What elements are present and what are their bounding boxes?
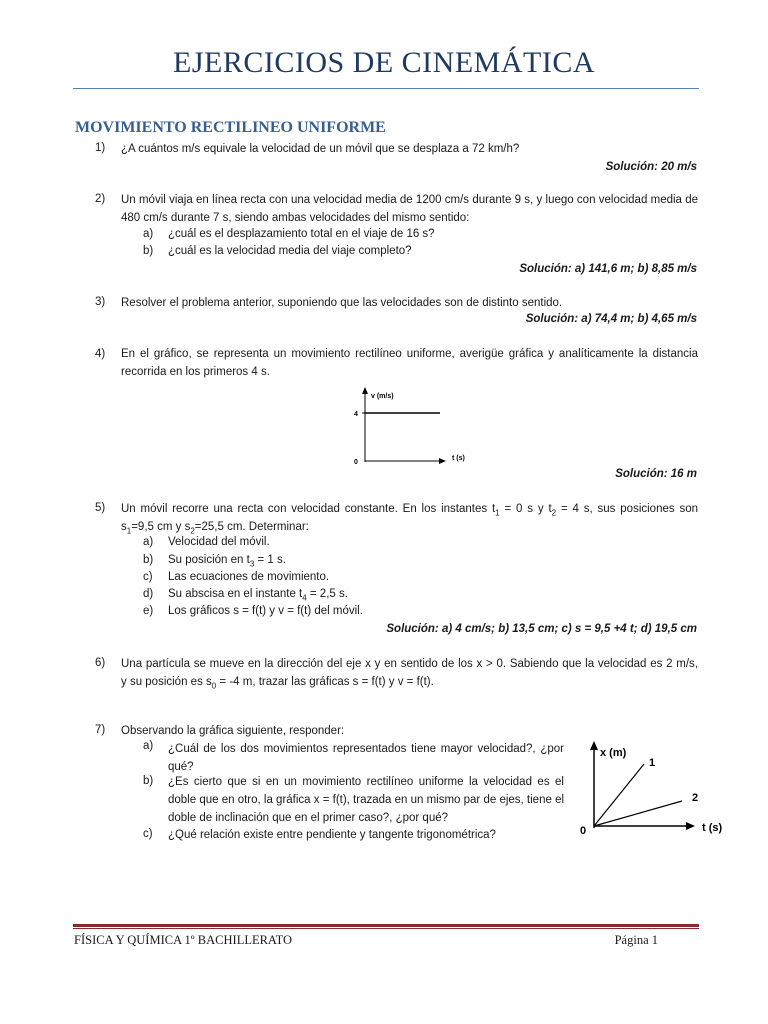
q7-a-label: a) [143,740,154,752]
footer-rule-thin [73,928,699,929]
q5-solution: Solución: a) 4 cm/s; b) 13,5 cm; c) s = 9,5 +4 t; d) 19,5 cm [386,623,697,635]
q3-solution: Solución: a) 74,4 m; b) 4,65 m/s [525,313,697,325]
q5-b-pre: Su posición en t [168,554,250,566]
q7-line2-label: 2 [692,792,699,804]
q7-ylabel: x (m) [600,747,627,759]
q7-number: 7) [95,724,106,736]
q5-a-label: a) [143,536,154,548]
q5-d-text [168,588,348,602]
q6-s0-sub: 0 [211,681,217,691]
q7-c-text: ¿Qué relación existe entre pendiente y tangente trigonométrica? [168,829,496,841]
q7-x-arrow [686,822,695,830]
q4-x-arrow [439,458,446,464]
q4-text: En el gráfico, se representa un movimiento rectilíneo uniforme, averigüe gráfica y analíticamente la distancia recorrida en los primeros 4 s. [121,348,698,378]
q1-number: 1) [95,142,106,154]
q5-t2-sub: 2 [551,508,557,518]
q5-s1-sub: 1 [126,526,132,536]
q1-solution: Solución: 20 m/s [605,161,697,173]
q6-line2-b: = -4 m, trazar las gráficas s = f(t) y v = f(t). [216,676,434,688]
title-underline [73,88,699,89]
q5-b-post: = 1 s. [254,554,286,566]
q2-a-text: ¿cuál es el desplazamiento total en el viaje de 16 s? [168,228,435,240]
q5-d-post: = 2,5 s. [306,588,348,600]
q7-line-2 [594,801,682,826]
q6-line2 [121,673,698,695]
footer-rule-thick [73,924,699,927]
q5-line2-a: s [121,521,127,533]
q5-line1-a: Un móvil recorre una recta con velocidad constante. En los instantes t [121,503,496,515]
q2-text: Un móvil viaja en línea recta con una velocidad media de 1200 cm/s durante 9 s, y luego con velocidad media de 480 cm/s durante 7 s, siendo ambas velocidades del mismo sentido: [121,194,698,224]
q6-number: 6) [95,657,106,669]
q2-solution: Solución: a) 141,6 m; b) 8,85 m/s [519,263,697,275]
q4-origin-label: 0 [354,459,358,466]
q7-origin-label: 0 [580,825,587,837]
q7-position-graph [570,738,730,844]
q5-e-text: Los gráficos s = f(t) y v = f(t) del móvil. [168,605,363,617]
q5-line1-c: = 4 s, sus posiciones son [556,503,698,515]
q5-line1-b: = 0 s y t [499,503,552,515]
q5-line2-c: =25,5 cm. Determinar: [194,521,309,533]
q4-ytick-label: 4 [354,411,358,418]
q5-line2-b: =9,5 cm y s [131,521,191,533]
q7-xlabel: t (s) [702,822,723,834]
q7-a-text: ¿Cuál de los dos movimientos representados tiene mayor velocidad?, ¿por qué? [168,743,564,773]
q5-t1-sub: 1 [495,508,500,518]
q5-d-sub: 4 [302,593,307,603]
q5-d-label: d) [143,588,154,600]
q3-text: Resolver el problema anterior, suponiendo que las velocidades son de distinto sentido. [121,297,563,309]
q1-text: ¿A cuántos m/s equivale la velocidad de un móvil que se desplaza a 72 km/h? [121,143,520,155]
q7-y-arrow [590,741,598,750]
q7-c-label: c) [143,828,153,840]
q7-b-text: ¿Es cierto que si en un movimiento rectilíneo uniforme la velocidad es el doble que en otro, la gráfica x = f(t), trazada en un mismo par de ejes, tiene el doble de inclinación que en el primer caso?, ¿por qué? [168,776,565,824]
q6-line2-a: y su posición es s [121,676,212,688]
footer-page-number: Página 1 [614,933,658,947]
q4-xlabel: t (s) [452,455,465,462]
q7-line-1 [594,764,644,826]
q6-line1: Una partícula se mueve en la dirección del eje x y en sentido de los x > 0. Sabiendo que la velocidad es 2 m/s, [121,658,698,670]
q5-number: 5) [95,502,106,514]
q4-velocity-graph [340,384,480,470]
q5-a-text: Velocidad del móvil. [168,536,270,548]
q4-solution: Solución: 16 m [615,468,697,480]
page-title: EJERCICIOS DE CINEMÁTICA [173,46,595,79]
q5-b-sub: 3 [249,559,255,569]
q5-b-label: b) [143,554,154,566]
q5-b-text [168,554,286,568]
q4-ylabel: v (m/s) [371,393,394,400]
q3-number: 3) [95,296,106,308]
q5-s2-sub: 2 [190,526,195,536]
q7-line1-label: 1 [649,757,656,769]
q2-b-text: ¿cuál es la velocidad media del viaje completo? [168,245,412,257]
q2-number: 2) [95,193,106,205]
q7-text: Observando la gráfica siguiente, responder: [121,725,345,737]
section-heading: MOVIMIENTO RECTILINEO UNIFORME [75,119,386,136]
footer-course: FÍSICA Y QUÍMICA 1º BACHILLERATO [74,933,293,947]
q5-c-label: c) [143,571,153,583]
q4-number: 4) [95,348,106,360]
q7-b-label: b) [143,775,154,787]
q2-b-label: b) [143,245,154,257]
q5-e-label: e) [143,605,154,617]
q2-a-label: a) [143,228,154,240]
q5-d-pre: Su abscisa en el instante t [168,588,303,600]
q4-y-arrow [362,387,368,394]
q5-c-text: Las ecuaciones de movimiento. [168,571,330,583]
